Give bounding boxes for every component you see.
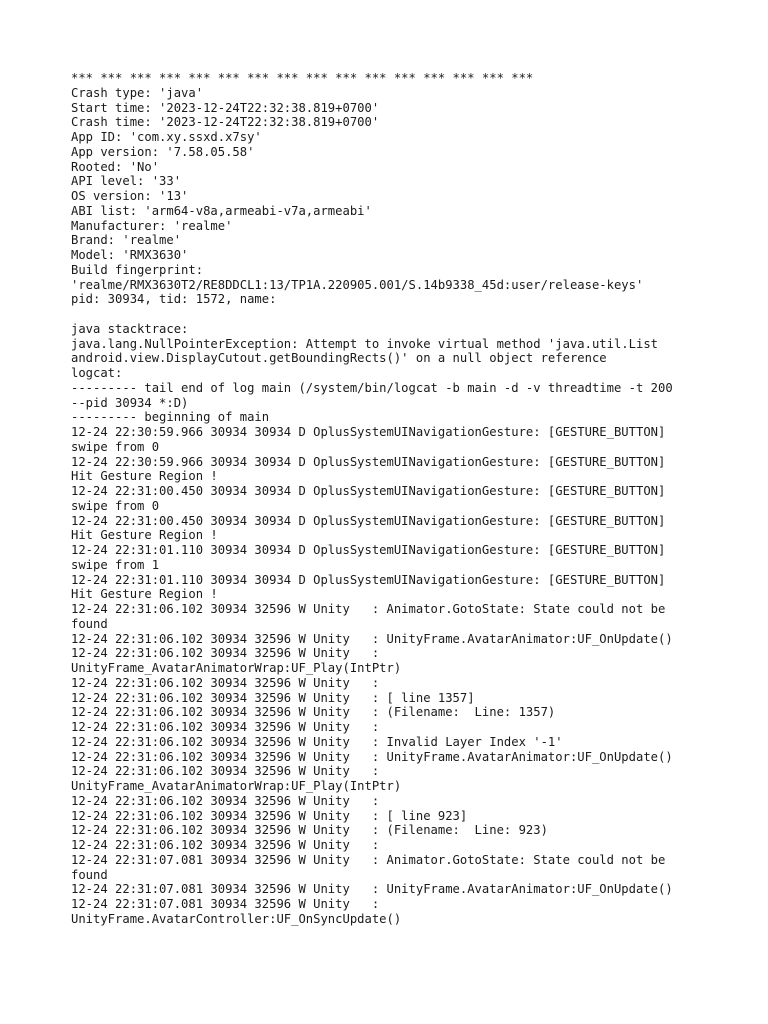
log-line: 12-24 22:31:00.450 30934 30934 D OplusSystemUINavigationGesture: [GESTURE_BUTTON] [71, 513, 666, 528]
log-line: 12-24 22:31:06.102 30934 32596 W Unity : (Filename: Line: 923) [71, 823, 548, 838]
log-line: swipe from 1 [71, 557, 160, 572]
log-line: 12-24 22:31:06.102 30934 32596 W Unity : (Filename: Line: 1357) [71, 705, 556, 720]
log-line: 12-24 22:31:00.450 30934 30934 D OplusSystemUINavigationGesture: [GESTURE_BUTTON] [71, 484, 666, 498]
log-line: 12-24 22:31:06.102 30934 32596 W Unity : [ line 1357] [71, 690, 475, 705]
log-line: 'realme/RMX3630T2/RE8DDCL1:13/TP1A.220905.001/S.14b9338_45d:user/release-keys' [71, 277, 644, 292]
log-line: UnityFrame_AvatarAnimatorWrap:UF_Play(IntPtr) [71, 779, 402, 793]
log-line: Manufacturer: 'realme' [71, 218, 233, 233]
log-line: 12-24 22:31:06.102 30934 32596 W Unity : [ line 923] [71, 808, 468, 823]
log-line: UnityFrame_AvatarAnimatorWrap:UF_Play(IntPtr) [71, 661, 402, 675]
log-line: OS version: '13' [71, 189, 189, 203]
log-line: Hit Gesture Region ! [71, 587, 218, 602]
log-line: 12-24 22:31:07.081 30934 32596 W Unity : Animator.GotoState: State could not be [71, 852, 666, 867]
log-line: Brand: 'realme' [71, 233, 182, 248]
log-line: found [71, 616, 108, 631]
log-line: *** *** *** *** *** *** *** *** *** *** *** *** *** *** *** *** [71, 71, 534, 85]
log-line: 12-24 22:31:06.102 30934 32596 W Unity : Animator.GotoState: State could not be [71, 602, 666, 616]
log-line: API level: '33' [71, 174, 182, 189]
log-line: 12-24 22:31:06.102 30934 32596 W Unity : [71, 793, 380, 808]
log-line: App version: '7.58.05.58' [71, 144, 255, 159]
log-line: pid: 30934, tid: 1572, name: [71, 292, 277, 307]
log-line: swipe from 0 [71, 498, 160, 513]
log-line: found [71, 867, 108, 882]
log-line: Crash time: '2023-12-24T22:32:38.819+0700' [71, 115, 380, 130]
log-line: logcat: [71, 366, 123, 380]
log-line: 12-24 22:31:07.081 30934 32596 W Unity : [71, 897, 380, 911]
log-line: Build fingerprint: [71, 262, 204, 277]
log-line: Hit Gesture Region ! [71, 469, 218, 484]
log-line: 12-24 22:31:06.102 30934 32596 W Unity : [71, 764, 380, 779]
log-line: 12-24 22:30:59.966 30934 30934 D OplusSystemUINavigationGesture: [GESTURE_BUTTON] [71, 454, 666, 469]
log-line: Rooted: 'No' [71, 159, 160, 174]
log-line: UnityFrame.AvatarController:UF_OnSyncUpdate() [71, 911, 402, 926]
log-line: android.view.DisplayCutout.getBoundingRects()' on a null object reference [71, 351, 607, 366]
log-line: 12-24 22:31:06.102 30934 32596 W Unity : UnityFrame.AvatarAnimator:UF_OnUpdate() [71, 631, 673, 646]
log-line: App ID: 'com.xy.ssxd.x7sy' [71, 130, 262, 144]
log-line: 12-24 22:31:01.110 30934 30934 D OplusSystemUINavigationGesture: [GESTURE_BUTTON] [71, 543, 666, 557]
log-line: 12-24 22:31:06.102 30934 32596 W Unity : [71, 720, 380, 734]
log-line [71, 307, 711, 322]
log-line: Crash type: 'java' [71, 85, 204, 100]
log-line: 12-24 22:31:01.110 30934 30934 D OplusSystemUINavigationGesture: [GESTURE_BUTTON] [71, 572, 666, 587]
log-line: 12-24 22:31:06.102 30934 32596 W Unity : [71, 675, 380, 690]
log-line: java stacktrace: [71, 321, 189, 336]
log-line: ABI list: 'arm64-v8a,armeabi-v7a,armeabi' [71, 203, 372, 218]
log-line: 12-24 22:31:06.102 30934 32596 W Unity : Invalid Layer Index '-1' [71, 734, 563, 749]
log-line: 12-24 22:30:59.966 30934 30934 D OplusSystemUINavigationGesture: [GESTURE_BUTTON] [71, 425, 666, 439]
log-line: 12-24 22:31:06.102 30934 32596 W Unity : [71, 646, 380, 661]
log-line: 12-24 22:31:06.102 30934 32596 W Unity : [71, 838, 380, 852]
log-line: swipe from 0 [71, 439, 160, 454]
log-line: 12-24 22:31:06.102 30934 32596 W Unity : UnityFrame.AvatarAnimator:UF_OnUpdate() [71, 749, 673, 764]
log-line: --------- tail end of log main (/system/bin/logcat -b main -d -v threadtime -t 200 [71, 380, 673, 395]
log-line: Start time: '2023-12-24T22:32:38.819+0700' [71, 100, 380, 115]
log-line: Model: 'RMX3630' [71, 248, 189, 262]
log-line: --------- beginning of main [71, 410, 270, 425]
log-line: Hit Gesture Region ! [71, 528, 218, 543]
log-line: --pid 30934 *:D) [71, 395, 189, 410]
log-line: 12-24 22:31:07.081 30934 32596 W Unity : UnityFrame.AvatarAnimator:UF_OnUpdate() [71, 882, 673, 897]
crash-log-text [71, 71, 711, 927]
log-line: java.lang.NullPointerException: Attempt to invoke virtual method 'java.util.List [71, 336, 658, 351]
